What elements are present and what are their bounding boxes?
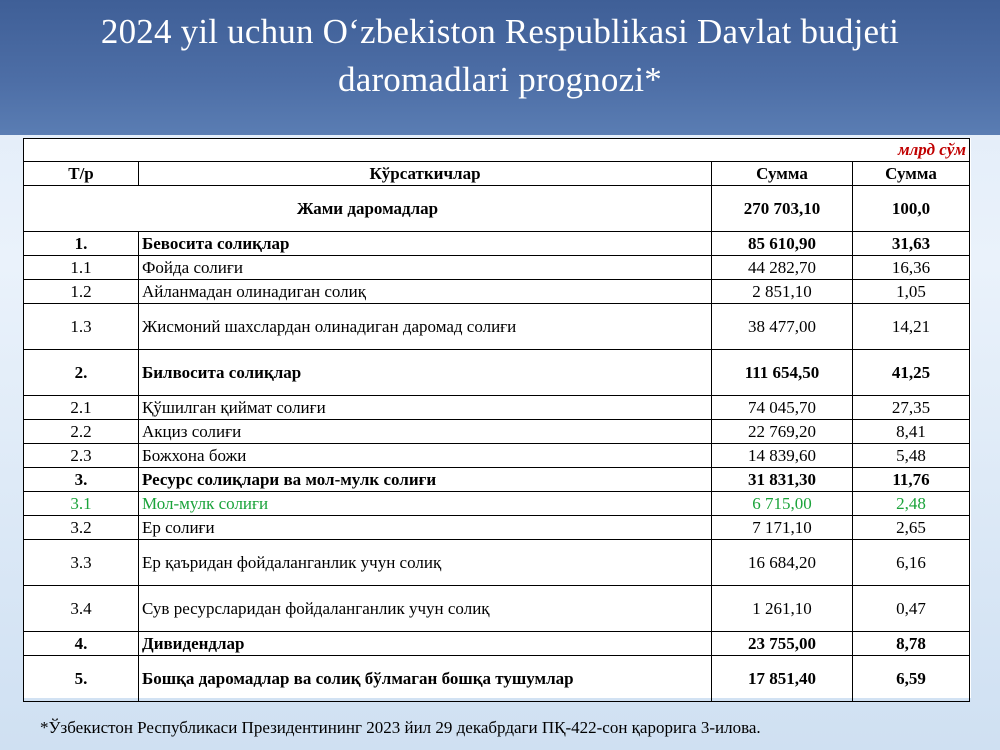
total-pct: 100,0 xyxy=(853,186,970,232)
row-indicator: Ер қаъридан фойдаланганлик учун солиқ xyxy=(139,540,712,586)
footnote: *Ўзбекистон Республикаси Президентининг 2023 йил 29 декабрдаги ПҚ-422-сон қарорига 3-илова. xyxy=(40,718,761,737)
title-banner xyxy=(0,0,1000,135)
total-sum: 270 703,10 xyxy=(712,186,853,232)
row-number: 3.2 xyxy=(24,516,139,540)
total-label: Жами даромадлар xyxy=(24,186,712,232)
table-row xyxy=(24,350,970,396)
row-number: 3.3 xyxy=(24,540,139,586)
row-number: 2.1 xyxy=(24,396,139,420)
table-row xyxy=(24,492,970,516)
table-header-row xyxy=(24,162,970,186)
row-percent: 1,05 xyxy=(853,280,970,304)
row-indicator: Қўшилган қиймат солиғи xyxy=(139,396,712,420)
table-row xyxy=(24,516,970,540)
row-indicator: Божхона божи xyxy=(139,444,712,468)
table-row xyxy=(24,444,970,468)
row-number: 1.2 xyxy=(24,280,139,304)
row-sum: 17 851,40 xyxy=(712,656,853,702)
row-indicator: Акциз солиғи xyxy=(139,420,712,444)
row-indicator: Бошқа даромадлар ва солиқ бўлмаган бошқа тушумлар xyxy=(139,656,712,702)
row-indicator: Фойда солиғи xyxy=(139,256,712,280)
row-indicator: Айланмадан олинадиган солиқ xyxy=(139,280,712,304)
row-number: 3.4 xyxy=(24,586,139,632)
row-sum: 22 769,20 xyxy=(712,420,853,444)
row-percent: 31,63 xyxy=(853,232,970,256)
row-percent: 6,59 xyxy=(853,656,970,702)
page-title-line-1: 2024 yil uchun O‘zbekiston Respublikasi Davlat budjeti xyxy=(100,12,900,51)
table-row xyxy=(24,304,970,350)
row-sum: 85 610,90 xyxy=(712,232,853,256)
row-percent: 41,25 xyxy=(853,350,970,396)
row-number: 3.1 xyxy=(24,492,139,516)
table-row xyxy=(24,396,970,420)
row-number: 5. xyxy=(24,656,139,702)
unit-label: млрд сўм xyxy=(24,139,970,162)
header-indicators: Кўрсаткичлар xyxy=(139,162,712,186)
row-indicator: Жисмоний шахслардан олинадиган даромад солиғи xyxy=(139,304,712,350)
header-num: Т/р xyxy=(24,162,139,186)
row-percent: 6,16 xyxy=(853,540,970,586)
row-sum: 1 261,10 xyxy=(712,586,853,632)
row-sum: 14 839,60 xyxy=(712,444,853,468)
row-sum: 74 045,70 xyxy=(712,396,853,420)
row-number: 2.2 xyxy=(24,420,139,444)
budget-table-sheet xyxy=(23,138,971,698)
row-percent: 5,48 xyxy=(853,444,970,468)
row-sum: 2 851,10 xyxy=(712,280,853,304)
table-row xyxy=(24,420,970,444)
row-percent: 2,65 xyxy=(853,516,970,540)
header-sum-2: Сумма xyxy=(853,162,970,186)
row-number: 1. xyxy=(24,232,139,256)
row-indicator: Ер солиғи xyxy=(139,516,712,540)
row-sum: 23 755,00 xyxy=(712,632,853,656)
row-sum: 38 477,00 xyxy=(712,304,853,350)
row-indicator: Ресурс солиқлари ва мол-мулк солиғи xyxy=(139,468,712,492)
row-indicator: Бевосита солиқлар xyxy=(139,232,712,256)
row-indicator: Дивидендлар xyxy=(139,632,712,656)
row-percent: 27,35 xyxy=(853,396,970,420)
row-number: 4. xyxy=(24,632,139,656)
row-number: 2.3 xyxy=(24,444,139,468)
table-row xyxy=(24,540,970,586)
row-indicator: Мол-мулк солиғи xyxy=(139,492,712,516)
row-indicator: Сув ресурсларидан фойдаланганлик учун солиқ xyxy=(139,586,712,632)
table-row xyxy=(24,586,970,632)
row-sum: 44 282,70 xyxy=(712,256,853,280)
table-row xyxy=(24,656,970,702)
row-sum: 6 715,00 xyxy=(712,492,853,516)
row-number: 1.1 xyxy=(24,256,139,280)
total-row xyxy=(24,186,970,232)
table-row xyxy=(24,468,970,492)
row-percent: 14,21 xyxy=(853,304,970,350)
row-indicator: Билвосита солиқлар xyxy=(139,350,712,396)
row-percent: 8,41 xyxy=(853,420,970,444)
row-percent: 8,78 xyxy=(853,632,970,656)
row-percent: 0,47 xyxy=(853,586,970,632)
table-row xyxy=(24,232,970,256)
table-row xyxy=(24,280,970,304)
row-sum: 16 684,20 xyxy=(712,540,853,586)
row-sum: 31 831,30 xyxy=(712,468,853,492)
row-percent: 2,48 xyxy=(853,492,970,516)
header-sum-1: Сумма xyxy=(712,162,853,186)
row-percent: 11,76 xyxy=(853,468,970,492)
table-row xyxy=(24,256,970,280)
row-number: 2. xyxy=(24,350,139,396)
row-number: 3. xyxy=(24,468,139,492)
row-number: 1.3 xyxy=(24,304,139,350)
budget-revenue-table xyxy=(23,138,970,702)
table-row xyxy=(24,632,970,656)
row-sum: 7 171,10 xyxy=(712,516,853,540)
row-sum: 111 654,50 xyxy=(712,350,853,396)
row-percent: 16,36 xyxy=(853,256,970,280)
unit-row xyxy=(24,139,970,162)
page-title-line-2: daromadlari prognozi* xyxy=(338,60,662,99)
